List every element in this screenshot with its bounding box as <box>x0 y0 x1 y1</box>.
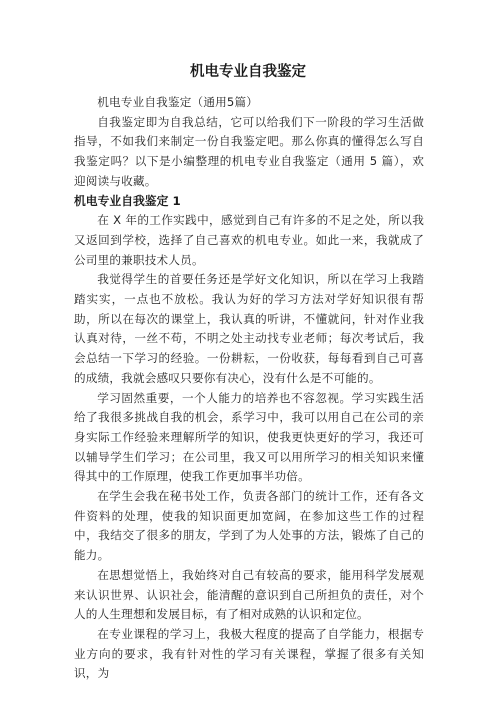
body-paragraph: 在 X 年的工作实践中，感觉到自己有许多的不足之处，所以我又返回到学校，选择了自己喜欢的机电专业。如此一来，我就成了公司里的兼职技术人员。 <box>74 213 424 267</box>
body-paragraph: 在专业课程的学习上，我极大程度的提高了自学能力，根据专业方向的要求，我有针对性的学习有关课程，掌握了很多有关知识，为 <box>74 626 424 681</box>
document-body <box>74 93 424 684</box>
section-heading: 机电专业自我鉴定 1 <box>74 193 181 208</box>
body-paragraph: 在学生会我在秘书处工作，负责各部门的统计工作，还有各文件资料的处理，使我的知识面更加宽阔，在参加这些工作的过程中，我结交了很多的朋友，学到了为人处事的方法，锻炼了自己的能力。 <box>74 489 424 563</box>
body-paragraph: 在思想觉悟上，我始终对自己有较高的要求，能用科学发展观来认识世界、认识社会，能清醒的意识到自己所担负的责任，对个人的人生理想和发展目标，有了相对成熟的认识和定位。 <box>74 567 424 622</box>
document-title: 机电专业自我鉴定 <box>190 64 306 80</box>
intro-paragraph: 自我鉴定即为自我总结，它可以给我们下一阶段的学习生活做指导，不如我们来制定一份自我鉴定吧。那么你真的懂得怎么写自我鉴定吗？以下是小编整理的机电专业自我鉴定（通用 5 篇），欢迎阅读与收藏。 <box>74 114 424 188</box>
body-paragraph: 我觉得学生的首要任务还是学好文化知识，所以在学习上我踏踏实实，一点也不放松。我认为好的学习方法对学好知识很有帮助，所以在每次的课堂上，我认真的听讲，不懂就问，针对作业我认真对待，一丝不苟，不明之处主动找专业老师；每次考试后，我会总结一下学习的经验。一份耕耘，一份收获，每每看到自己可喜的成绩，我就会感叹只要你有决心，没有什么是不可能的。 <box>74 272 424 385</box>
document-subtitle: 机电专业自我鉴定（通用5篇） <box>97 95 259 109</box>
body-paragraph: 学习固然重要，一个人能力的培养也不容忽视。学习实践生活给了我很多挑战自我的机会，系学习中，我可以用自己在公司的亲身实际工作经验来理解所学的知识，使我更快更好的学习，我还可以辅导学生们学习；在公司里，我又可以用所学习的相关知识来懂得其中的工作原理，使我工作更加事半功倍。 <box>74 390 424 484</box>
